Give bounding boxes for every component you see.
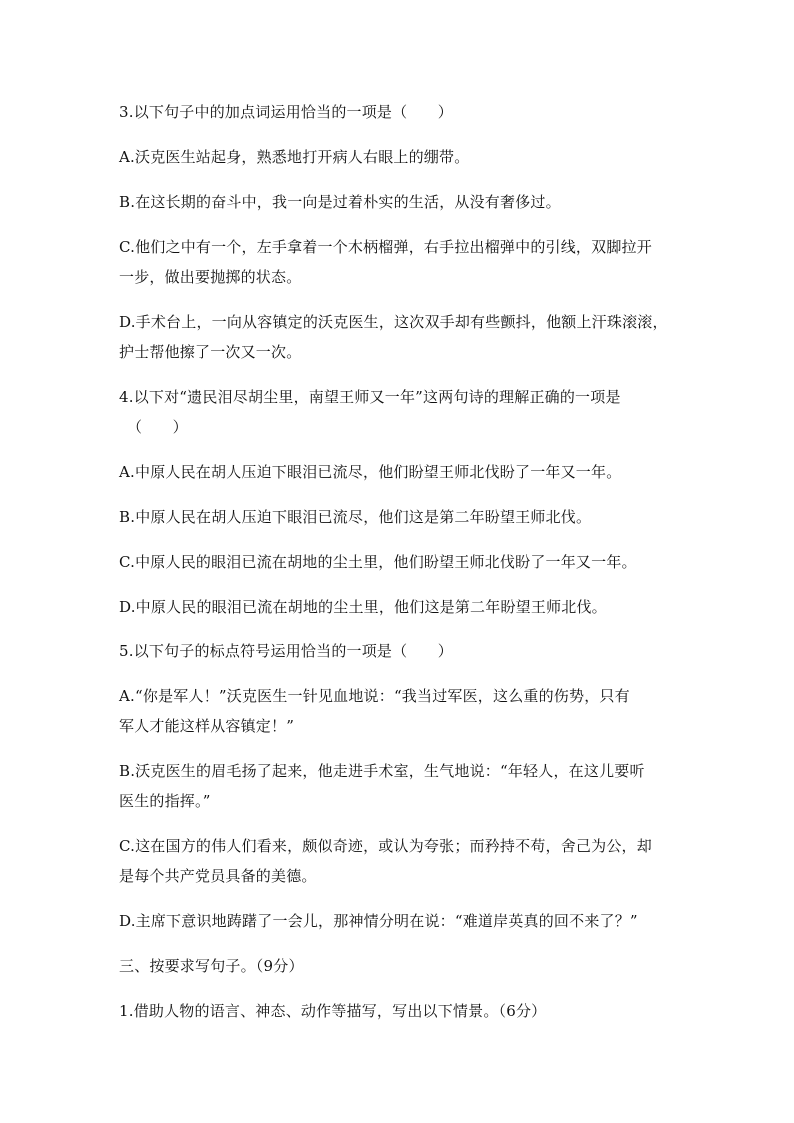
question-4-option-c: C.中原人民的眼泪已流在胡地的尘土里，他们盼望王师北伐盼了一年又一年。 bbox=[119, 553, 637, 571]
question-3-option-a: A.沃克医生站起身，熟悉地打开病人右眼上的绷带。 bbox=[119, 148, 470, 166]
question-3-stem: 3.以下句子中的加点词运用恰当的一项是（ ） bbox=[119, 103, 453, 121]
question-4-option-b: B.中原人民在胡人压迫下眼泪已流尽，他们这是第二年盼望王师北伐。 bbox=[119, 508, 592, 526]
question-4-stem-line-1: 4.以下对“遗民泪尽胡尘里，南望王师又一年”这两句诗的理解正确的一项是 bbox=[119, 388, 621, 406]
question-5-option-a-line-1: A.“你是军人！”沃克医生一针见血地说：“我当过军医，这么重的伤势，只有 bbox=[119, 687, 630, 705]
question-5-option-b-line-1: B.沃克医生的眉毛扬了起来，他走进手术室，生气地说：“年轻人，在这儿要听 bbox=[119, 762, 645, 780]
question-5-option-b-line-2: 医生的指挥。” bbox=[119, 792, 211, 810]
question-5-option-d: D.主席下意识地踌躇了一会儿，那神情分明在说：“难道岸英真的回不来了？” bbox=[119, 912, 638, 930]
question-5-option-c-line-2: 是每个共产党员具备的美德。 bbox=[119, 867, 317, 885]
question-4-stem-line-2: （ ） bbox=[127, 418, 188, 436]
question-3-option-d-line-2: 护士帮他擦了一次又一次。 bbox=[119, 343, 302, 361]
section-heading: 三、按要求写句子。（9分） bbox=[119, 957, 304, 975]
question-5-option-a-line-2: 军人才能这样从容镇定！” bbox=[119, 717, 295, 735]
question-5-stem: 5.以下句子的标点符号运用恰当的一项是（ ） bbox=[119, 642, 453, 660]
question-4-option-d: D.中原人民的眼泪已流在胡地的尘土里，他们这是第二年盼望王师北伐。 bbox=[119, 598, 607, 616]
question-3-option-b: B.在这长期的奋斗中，我一向是过着朴实的生活，从没有奢侈过。 bbox=[119, 193, 561, 211]
question-3-option-d-line-1: D.手术台上，一向从容镇定的沃克医生，这次双手却有些颤抖，他额上汗珠滚滚， bbox=[119, 313, 668, 331]
question-3-option-c-line-2: 一步，做出要抛掷的状态。 bbox=[119, 268, 302, 286]
section-item-1: 1.借助人物的语言、神态、动作等描写，写出以下情景。（6分） bbox=[119, 1002, 547, 1020]
question-4-option-a: A.中原人民在胡人压迫下眼泪已流尽，他们盼望王师北伐盼了一年又一年。 bbox=[119, 463, 622, 481]
question-5-option-c-line-1: C.这在国方的伟人们看来，颇似奇迹，或认为夸张；而矜持不苟，舍己为公，却 bbox=[119, 837, 652, 855]
question-3-option-c-line-1: C.他们之中有一个，左手拿着一个木柄榴弹，右手拉出榴弹中的引线，双脚拉开 bbox=[119, 238, 652, 256]
